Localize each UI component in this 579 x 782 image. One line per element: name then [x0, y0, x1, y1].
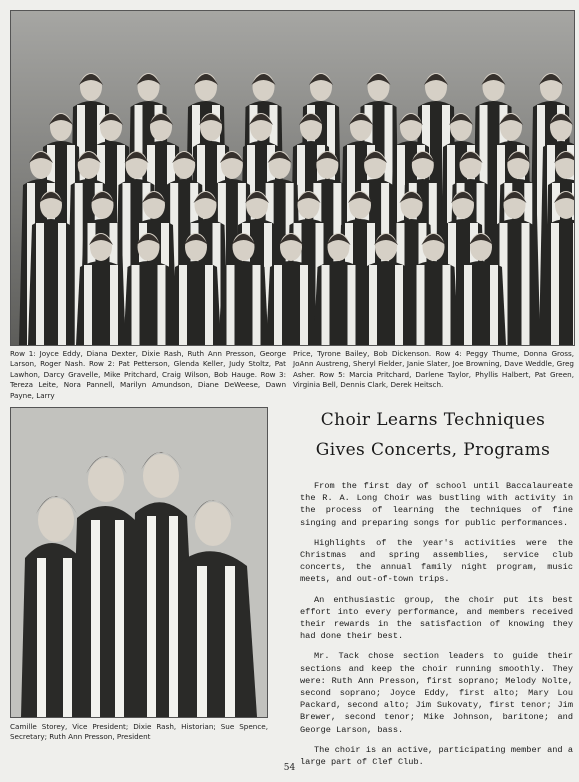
article-paragraph-4: Mr. Tack chose section leaders to guide their sections and keep the choir running smoothly. They were: Ruth Ann Presson, first soprano; Melody Nolte, second soprano; Joyce Eddy, first alto; Mary Lou Packard, second alto; Jim Sukovaty, first tenor; Jim Brewer, second tenor; Mike Johnson, baritone; and George Larson, bass.: [300, 651, 573, 735]
choir-caption-left: Row 1: Joyce Eddy, Diana Dexter, Dixie Rash, Ruth Ann Presson, George Larson, Roger Nash. Row 2: Pat Petterson, Glenda Keller, Judy Stoltz, Pat Lawhon, Darcy Gravelle, Mike Pritchard, Craig Wilson, Bob Hauge. Row 3: Tereza Leite, Nora Pannell, Marilyn Amundson, Diane DeWeese, Dawn Payne, Larry: [10, 349, 286, 400]
officers-photo-illustration: [11, 408, 267, 717]
article-paragraph-2: Highlights of the year's activities were the Christmas and spring assemblies, service club concerts, the annual family night program, music meets, and out-of-town trips.: [300, 537, 573, 585]
page-number: 54: [283, 763, 296, 773]
article-paragraph-5: The choir is an active, participating member and a large part of Clef Club.: [300, 744, 573, 768]
article-body: [300, 480, 573, 776]
choir-group-photo: [10, 10, 575, 346]
article-headline-line-2: Gives Concerts, Programs: [315, 440, 551, 460]
article-headline-line-1: Choir Learns Techniques: [320, 410, 546, 430]
choir-caption-right: Price, Tyrone Bailey, Bob Dickenson. Row 4: Peggy Thume, Donna Gross, JoAnn Austreng, Sheryl Fielder, Janie Slater, Joe Browning, Dave Weddle, Greg Asher. Row 5: Marcia Pritchard, Darlene Taylor, Phyllis Halbert, Pat Green, Virginia Bell, Dennis Clark, Derek Heitsch.: [293, 349, 574, 390]
article-paragraph-3: An enthusiastic group, the choir put its best effort into every performance, and members received their rewards in the satisfaction of knowing they had done their best.: [300, 594, 573, 642]
officers-caption: Camille Storey, Vice President; Dixie Rash, Historian; Sue Spence, Secretary; Ruth Ann Presson, President: [10, 722, 268, 742]
article-paragraph-1: From the first day of school until Baccalaureate the R. A. Long Choir was bustling with activity in the process of learning the techniques of fine singing and preparing songs for public performances.: [300, 481, 573, 528]
choir-photo-illustration: [11, 11, 574, 345]
officers-photo: [10, 407, 268, 718]
